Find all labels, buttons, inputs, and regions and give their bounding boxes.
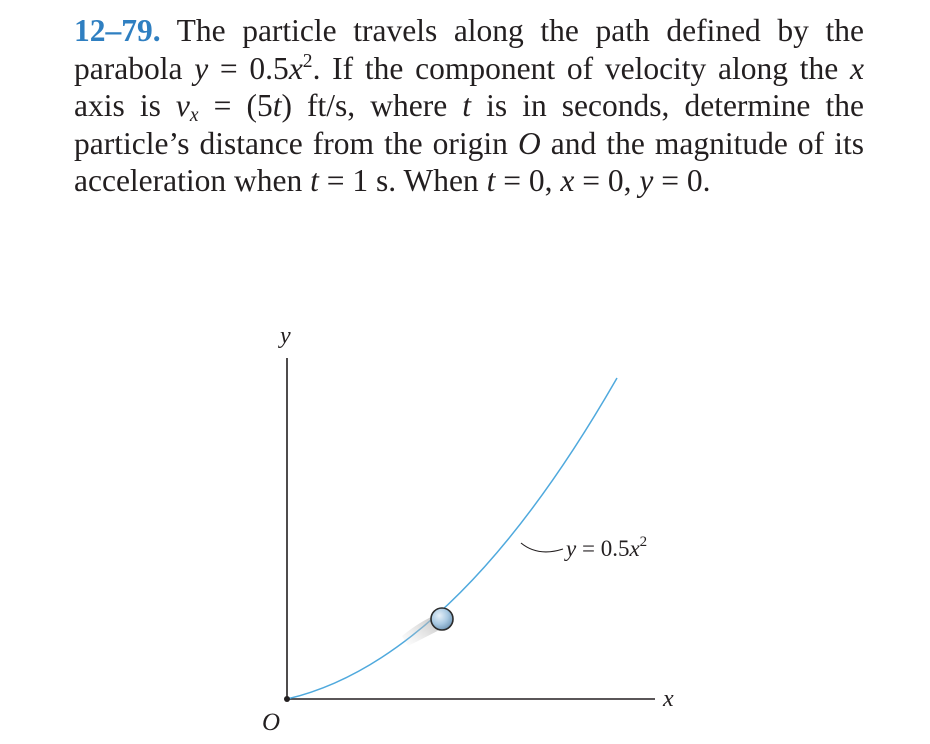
var-y: y (639, 163, 654, 198)
text-segment: = 0, (574, 163, 640, 198)
var-x: x (850, 50, 865, 86)
var-t: t (486, 163, 496, 198)
problem-number: 12–79. (74, 13, 161, 48)
curve-equation-label: $y = 0.5x^2$ (566, 534, 648, 561)
var-O: O (517, 125, 541, 161)
text-segment: = (5 (198, 88, 273, 123)
text-segment: = 0, (495, 163, 561, 198)
var-y: y (194, 50, 209, 86)
var-t: t (310, 163, 319, 198)
text-segment: = 0.5 (208, 50, 289, 86)
text-segment: is in seconds, determine the particle’s distance from the origin (74, 88, 864, 161)
text-segment: = 0. (653, 163, 711, 198)
text-segment: . If the component of velocity along the (312, 50, 851, 86)
var-v: v (175, 88, 190, 123)
exponent: 2 (302, 50, 313, 72)
text-segment: The particle travels along the path defined by the parabola (74, 13, 864, 86)
var-t: t (272, 88, 282, 123)
origin-label: O (262, 709, 281, 736)
text-segment: = 1 s. When (318, 163, 487, 198)
text-segment: and the magnitude of its acceleration when (74, 125, 864, 198)
text-segment: axis is (74, 88, 176, 123)
var-x: x (560, 163, 575, 198)
text-segment: ) ft/s, where (281, 88, 463, 123)
origin-point (284, 696, 290, 702)
particle (431, 608, 453, 630)
var-t: t (462, 88, 472, 123)
var-x: x (288, 50, 303, 86)
x-axis-label: x (663, 686, 674, 712)
subscript-x: x (189, 104, 199, 126)
label-leader-line (521, 543, 563, 552)
y-axis-label: y (280, 323, 291, 349)
